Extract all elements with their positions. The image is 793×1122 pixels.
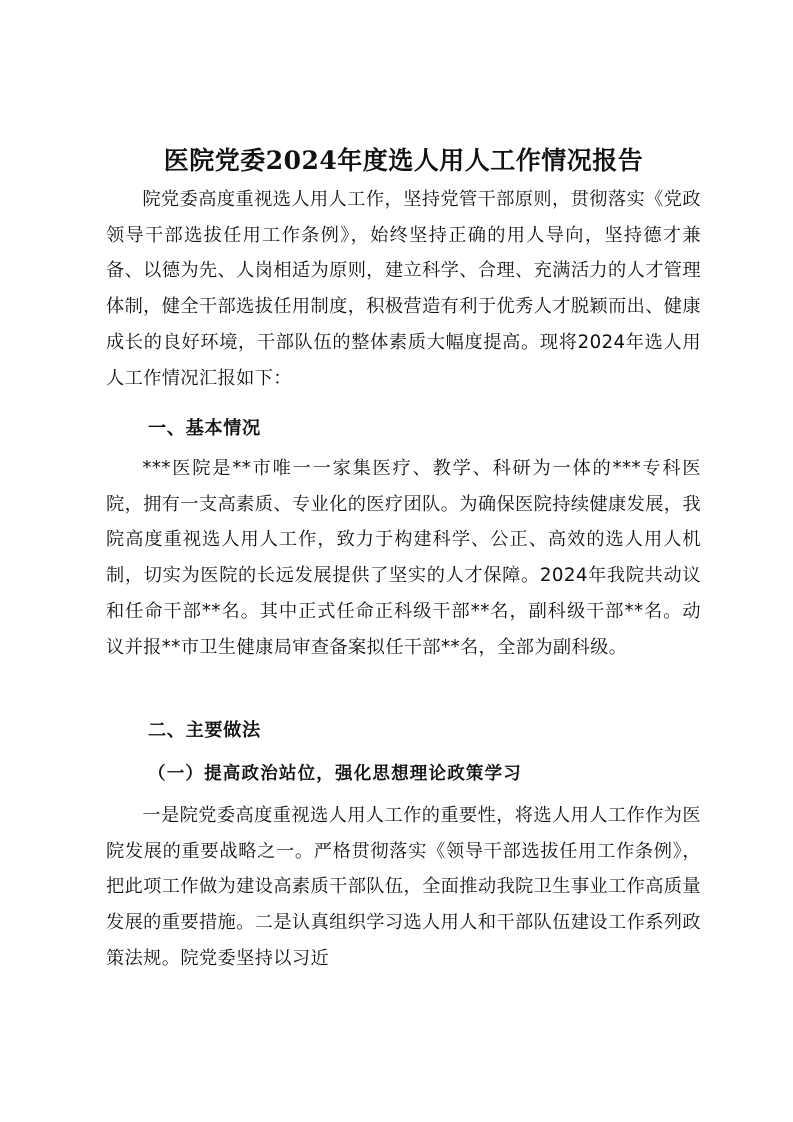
intro-paragraph: 院党委高度重视选人用人工作，坚持党管干部原则，贯彻落实《党政领导干部选拔任用工作条例》，始终坚持正确的用人导向，坚持德才兼备、以德为先、人岗相适为原则，建立科学、合理、充满活力的人才管理体制，健全干部选拔任用制度，积极营造有利于优秀人才脱颖而出、健康成长的良好环境，干部队伍的整体素质大幅度提高。现将2024年选人用人工作情况汇报如下： [106,189,701,389]
document-title: 医院党委2024年度选人用人工作情况报告 [163,146,644,175]
basic-situation-paragraph: ***医院是**市唯一一家集医疗、教学、科研为一体的***专科医院，拥有一支高素质、专业化的医疗团队。为确保医院持续健康发展，我院高度重视选人用人工作，致力于构建科学、公正、高效的选人用人机制，切实为医院的长远发展提供了坚实的人才保障。2024年我院共动议和任命干部**名。其中正式任命正科级干部**名，副科级干部**名。动议并报**市卫生健康局审查备案拟任干部**名，全部为副科级。 [106,458,701,658]
political-stance-paragraph: 一是院党委高度重视选人用人工作的重要性，将选人用人工作作为医院发展的重要战略之一。严格贯彻落实《领导干部选拔任用工作条例》，把此项工作做为建设高素质干部队伍，全面推动我院卫生事业工作高质量发展的重要措施。二是认真组织学习选人用人和干部队伍建设工作系列政策法规。院党委坚持以习近 [106,805,701,969]
subsection-heading-political-stance: （一）提高政治站位，强化思想理论政策学习 [148,764,522,784]
section-heading-main-practices: 二、主要做法 [148,720,261,741]
section-heading-basic-situation: 一、基本情况 [148,418,261,439]
